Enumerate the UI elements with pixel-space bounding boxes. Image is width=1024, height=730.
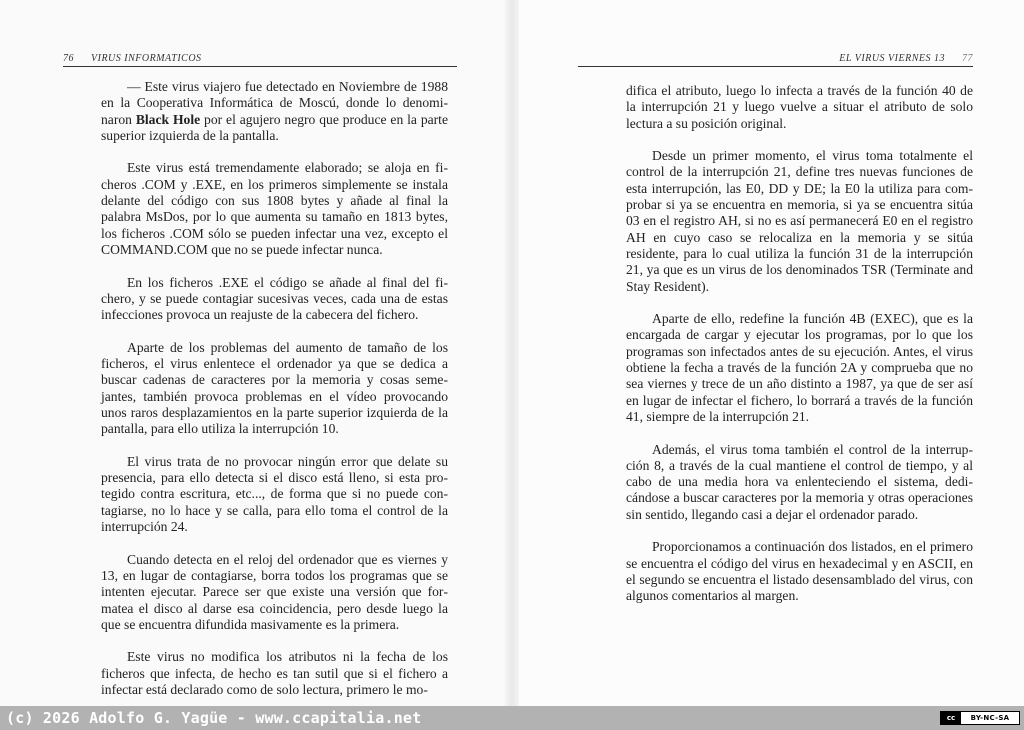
right-page-number: 77: [962, 53, 973, 64]
left-text-column: [101, 79, 448, 715]
paragraph: Este virus no modifica los atributos ni la fecha de los ficheros que infecta, de hecho es tan sutil que si el fichero a infectar está declarado como de solo lectura, primero le mo-: [101, 649, 448, 697]
paragraph: — Este virus viajero fue detectado en Noviembre de 1988 en la Cooperativa Informática de Moscú, donde lo denominaron Black Hole por el agujero negro que produce en la parte superior izquierda de la pantalla.: [101, 79, 448, 143]
left-page-number: 76: [63, 53, 74, 64]
license-badge[interactable]: [940, 711, 1020, 725]
paragraph: Cuando detecta en el reloj del ordenador que es viernes y 13, en lugar de contagiarse, borra todos los programas que se intenten ejecutar. Parece ser que existe una versión que formatea el disco al darse esa coincidencia, pero desde luego la que se encuentra difundida masivamente es la primera.: [101, 551, 448, 632]
right-header-rule: [578, 66, 973, 67]
left-header-title: VIRUS INFORMATICOS: [91, 53, 202, 64]
paragraph: difica el atributo, luego lo infecta a través de la función 40 de la interrupción 21 y luego vuelve a situar el atributo de solo lectura a su posición original.: [626, 83, 973, 131]
paragraph: Proporcionamos a continuación dos listados, en el primero se encuentra el código del virus en hexadecimal y en ASCII, en el segundo se encuentra el listado desensamblado del virus, con algunos comentarios al margen.: [626, 539, 973, 604]
license-label: BY-NC-SA: [970, 714, 1010, 722]
paragraph: Aparte de ello, redefine la función 4B (EXEC), que es la encargada de cargar y ejecutar los programas, por lo que los programas son infectados antes de su ejecución. Antes, el virus obtiene la fecha a través de la función 2A y comprueba que no sea viernes y trece de un año distinto a 1987, ya que de ser así en lugar de infectar el fichero, lo borrará a través de la función 41, siempre de la interrupción 21.: [626, 311, 973, 424]
book-gutter: [505, 0, 519, 706]
left-running-head: [63, 53, 457, 64]
creative-commons-icon: cc: [941, 712, 961, 724]
right-running-head: [578, 53, 973, 64]
footer-bar: [0, 706, 1024, 730]
paragraph: Este virus está tremendamente elaborado; se aloja en ficheros .COM y .EXE, en los primeros simplemente se instala delante del código con sus 1808 bytes y añade al final la palabra MsDos, por lo que aumenta su tamaño en 1813 bytes, los ficheros .COM sólo se pueden infectar una vez, excepto el COMMAND.COM que no se puede infectar nunca.: [101, 160, 448, 257]
left-header-rule: [63, 66, 457, 67]
paragraph: Aparte de los problemas del aumento de tamaño de los ficheros, el virus enlentece el ordenador ya que se dedica a buscar cadenas de caracteres por la memoria y cosas semejantes, también provoca problemas en el vídeo provocando unos raros desplazamientos en la parte superior izquierda de la pantalla, para ello utiliza la interrupción 10.: [101, 339, 448, 437]
paragraph: Además, el virus toma también el control de la interrupción 8, a través de la cual mantiene el control de tiempo, y al cabo de una media hora va enlenteciendo el sistema, dedicándose a buscar caracteres por la memoria y otras operaciones sin sentido, llegando casi a dejar el ordenador parado.: [626, 441, 973, 522]
copyright-notice: (c) 2026 Adolfo G. Yagüe - www.ccapitalia.net: [6, 709, 422, 727]
right-text-column: [626, 83, 973, 621]
paragraph: En los ficheros .EXE el código se añade al final del fichero, y se puede contagiar sucesivas veces, cada una de estas infecciones provoca un reajuste de la cabecera del fichero.: [101, 274, 448, 323]
paragraph: Desde un primer momento, el virus toma totalmente el control de la interrupción 21, define tres nuevas funciones de esta interrupción, las E0, DD y DE; la E0 la utiliza para comprobar si ya se encuentra en memoria, si ya se encuentra sitúa 03 en el registro AH, si no es así permanecerá E0 en el registro AH en cuyo caso se relocaliza en la memoria y se sitúa residente, para lo cual utiliza la función 31 de la interrupción 21, ya que es un virus de los denominados TSR (Terminate and Stay Resident).: [626, 148, 973, 294]
bold-term: Black Hole: [135, 111, 201, 127]
right-header-title: EL VIRUS VIERNES 13: [839, 53, 945, 64]
paragraph: El virus trata de no provocar ningún error que delate su presencia, para ello detecta si el disco está lleno, si esta protegido contra escritura, etc..., de forma que si no puede contagiarse, no lo hace y se calla, para ello toma el control de la interrupción 24.: [101, 453, 448, 535]
